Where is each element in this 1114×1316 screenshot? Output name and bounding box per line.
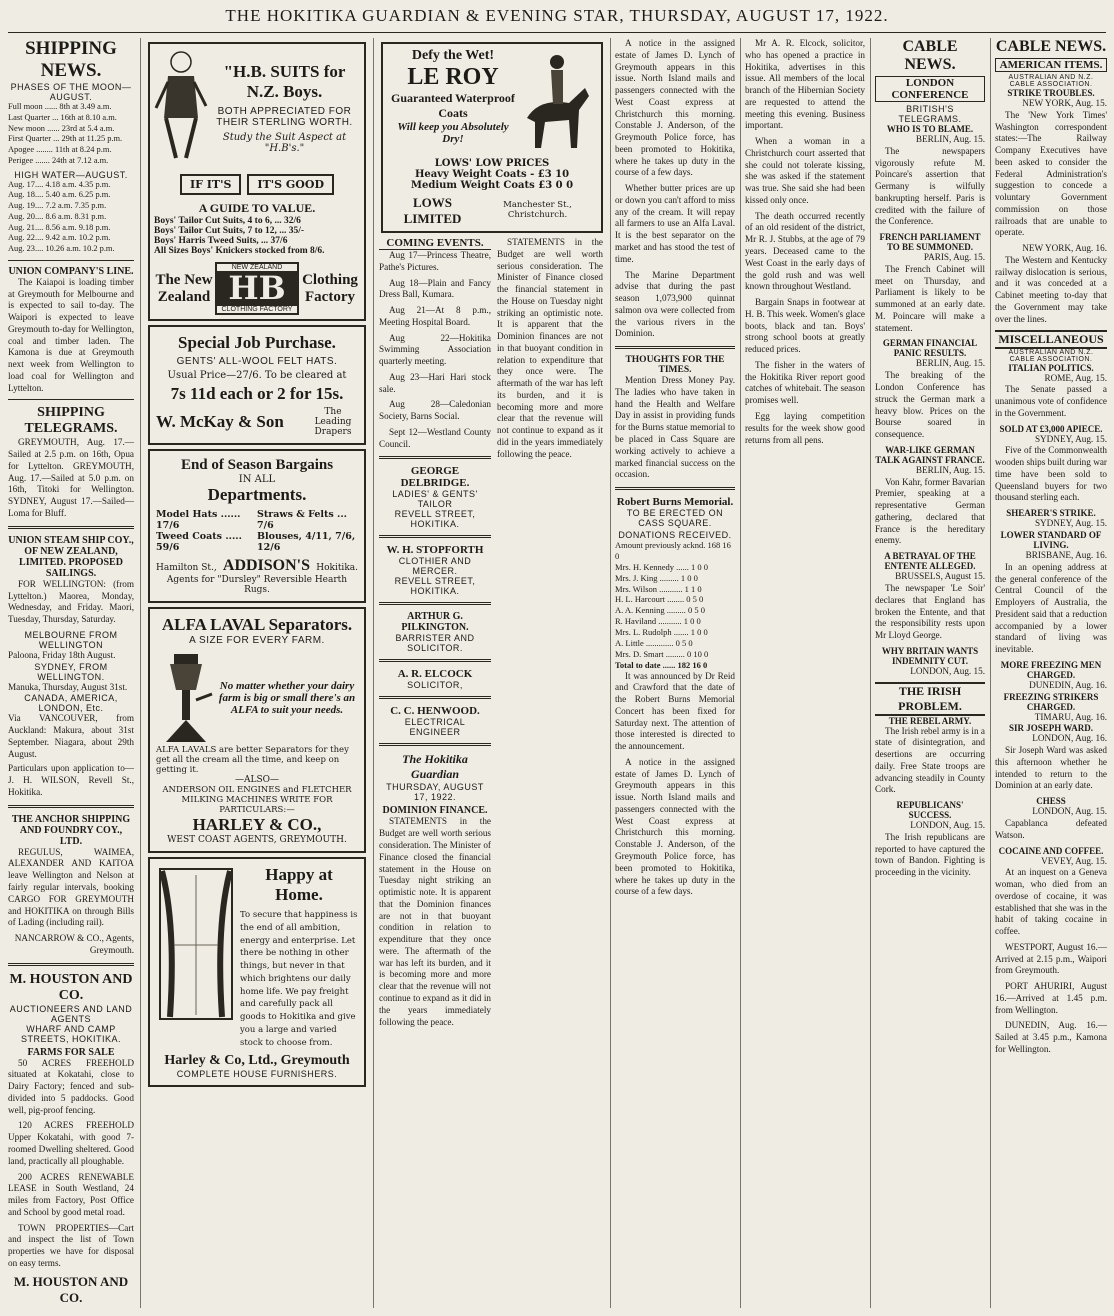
laval-copy: No matter whether your dairy farm is big or small there's an ALFA to suit your needs.: [218, 679, 356, 716]
laval-text: ALFA LAVALS are better Separators for they get all the cream all the time, and keep on getting it.: [156, 745, 349, 776]
special-heading: Special Job Purchase.: [178, 333, 336, 353]
addison-tag: Agents for "Dursley" Reversible Hearth Rugs.: [166, 575, 348, 596]
divider: [379, 743, 491, 746]
american-sub: AUSTRALIAN AND N.Z. CABLE ASSOCIATION.: [1008, 74, 1094, 88]
living-text: In an opening address at the general conference of the Central Council of the Employers of Australia, the President said that a reduction accompanied by a lower standard of living was inevitable.: [995, 561, 1107, 655]
masthead-rule: [8, 32, 1106, 33]
water-row: Aug. 23.... 10.26 a.m. 10.2 p.m.: [8, 244, 115, 253]
cocaine-text: At an inquest on a Geneva woman, who died from an overdose of cocaine, it was established that she was in the habit of taking cocaine in coffee.: [995, 867, 1107, 937]
republicans-date: LONDON, Aug. 15.: [910, 820, 985, 831]
column-ads-left: [146, 38, 368, 1308]
italy-heading: ITALIAN POLITICS.: [1008, 362, 1094, 373]
eos-item: Model Hats ...... 17/6: [156, 509, 241, 532]
column-rule: [740, 38, 741, 1308]
water-row: Aug. 18.... 5.40 a.m. 6.25 p.m.: [8, 190, 111, 200]
harley-name: HARLEY & CO.,: [192, 815, 322, 835]
paper-date: THURSDAY, AUGUST 17, 1922.: [386, 782, 484, 803]
melbourne-heading: MELBOURNE FROM WELLINGTON: [24, 629, 118, 650]
divider: [8, 526, 134, 529]
coming-item: Aug 18—Plain and Fancy Dress Ball, Kumara.: [379, 277, 491, 300]
special-price: Usual Price—27/6. To be cleared at: [167, 370, 347, 382]
separator-machine-icon: [156, 650, 216, 745]
farm-listing: 200 ACRES RENEWABLE LEASE in South Westland, 24 miles from Factory, Post Office and School by good metal road.: [8, 1171, 134, 1217]
delbridge-street: REVELL STREET, HOKITIKA.: [394, 509, 476, 530]
houston-heading: M. HOUSTON AND CO.: [9, 971, 133, 1003]
column-ads-right: [379, 38, 605, 1308]
eos-item: Straws & Felts ... 7/6: [257, 509, 347, 532]
lows-address: Manchester St., Christchurch.: [503, 200, 572, 220]
blame-date: BERLIN, Aug. 15.: [915, 134, 985, 144]
telegrams-heading: SHIPPING TELEGRAMS.: [24, 405, 118, 437]
water-row: Aug. 17.... 4.18 a.m. 4.35 p.m.: [8, 179, 111, 189]
houston-sub: AUCTIONEERS AND LAND AGENTS: [9, 1003, 133, 1024]
strikers-heading: FREEZING STRIKERS CHARGED.: [1003, 691, 1099, 712]
le-roy-ad: [381, 42, 603, 233]
moon-row: Apogee ........ 11th at 8.24 p.m.: [8, 145, 112, 154]
french-heading: FRENCH PARLIAMENT TO BE SUMMONED.: [879, 232, 981, 253]
burns-sub: TO BE ERECTED ON CASS SQUARE.: [626, 508, 724, 529]
home-text: To secure that happiness is the end of all ambition, energy and enterprise. Let there be nothing in other things, but never in that which brightens our daily home life. We pay freight and carefully pack all goods to Hokitika and give you a large and varied stock to choose from.: [240, 910, 358, 1048]
coming-heading: COMING EVENTS.: [379, 237, 491, 250]
betray-text: The newspaper 'Le Soir' declares that England has broken the Entente, and that the responsibility rests upon Mr Lloyd George.: [875, 582, 985, 641]
happy-at-home-ad: [148, 857, 366, 1087]
union-heading: UNION COMPANY'S LINE.: [8, 265, 134, 277]
moon-row: Full moon ...... 8th at 3.49 a.m.: [8, 102, 112, 111]
moon-row: First Quarter ... 29th at 11.25 p.m.: [8, 134, 123, 144]
water-list: [8, 180, 134, 255]
cable-title: CABLE NEWS.: [995, 38, 1107, 55]
hb-title: "H.B. SUITS for N.Z. Boys.: [223, 62, 346, 101]
blame-text: The newspapers vigorously refute M. Poincare's assertion that Germany is wilfully bankrupting herself. Paris is credited with the failure of the Conference.: [875, 145, 985, 227]
london-sub: BRITISH'S TELEGRAMS.: [898, 104, 962, 124]
farms-heading: FARMS FOR SALE: [27, 1046, 115, 1058]
pilkington-name: ARTHUR G. PILKINGTON.: [401, 611, 469, 634]
panic-heading: GERMAN FINANCIAL PANIC RESULTS.: [882, 338, 978, 359]
union-text: The Kaiapoi is loading timber at Greymouth for Melbourne and is expected to sail to-day. The Waipori is expected to leave Greymouth to-day for Wellington, coal and timber laden. The Kamona is due at Greymouth next week from Wellington to load coal for Wellington and Lyttelton.: [8, 276, 134, 393]
leroy-tag: Will keep you Absolutely Dry!: [397, 121, 509, 145]
westport-text: WESTPORT, August 16.—Arrived at 2.15 p.m., Waipori from Greymouth.: [995, 941, 1107, 976]
home-heading: Happy at Home.: [265, 865, 333, 905]
laval-sub: A SIZE FOR EVERY FARM.: [189, 635, 325, 647]
frozen-heading: MORE FREEZING MEN CHARGED.: [1000, 659, 1102, 680]
coming-item: Aug 17—Princess Theatre, Pathe's Pictures.: [379, 250, 491, 272]
special-sub: GENTS' ALL-WOOL FELT HATS.: [176, 356, 338, 368]
donation-list: Amount previously acknd. 168 16 0 Mrs. H. Kennedy ...... 1 0 0 Mrs. J. King ......... 1 0 0 Mrs. Wilson ........... 1 1 0 H. L. Harcourt ........ 0 5 0 A. A. Kenning ......... 0 5 0 R. Haviland ........... 1 0 0 Mrs. L. Rudolph ....... 1 0 0 A. Little ............. 0 5 0 Mrs. D. Smart ......... 0 10 0 Total to date ...... 182 16 0: [615, 540, 731, 670]
news-text: Mr A. R. Elcock, solicitor, who has opened a practice in Hokitika, advertises in this issue. All members of the local branch of the Hibernian Society are requested to attend the meeting this evening. Business important. When a woman in a Christchurch court asserted that she could not tolerate kissing, she was asked if the statement was true. She said she had been kissed only once. The death occurred recently of an old resident of the district, Mr R. J. Stubbs, at the age of 79 years. Deceased came to the West Coast in the early days of the gold rush and was well known throughout Westland. Bargain Snaps in footwear at H. B. This week. Women's glace boots, black and tan. Boys' strong school boots at greatly reduced prices. The fisher in the waters of the Hokitika River report good catches of whitebait. The season promises well. Egg laying competition results for the week show good returns from all pens.: [745, 38, 865, 445]
anchor-text: REGULUS, WAIMEA, ALEXANDER AND KAITOA leave Wellington and Nelson at fairly regular intervals, booking CARGO FOR GREYMOUTH and HOKITIKA on through Bills of Lading (including rail).: [8, 846, 134, 928]
houston-sub2: WHARF AND CAMP STREETS, HOKITIKA.: [20, 1023, 121, 1044]
moon-row: New moon ...... 23rd at 5.4 a.m.: [8, 123, 115, 133]
coming-item: Aug 28—Caledonian Society, Barns Social.: [379, 399, 491, 422]
guide-heading: A GUIDE TO VALUE.: [198, 201, 316, 215]
ny-date: NEW YORK, Aug. 16.: [1022, 243, 1107, 254]
hb-sign-right: IT'S GOOD: [247, 174, 334, 195]
port-ahuriri-text: PORT AHURIRI, August 16.—Arrived at 1.45 p.m. from Wellington.: [995, 981, 1107, 1015]
sir-heading: SIR JOSEPH WARD.: [1008, 723, 1094, 734]
delbridge-sub: LADIES' & GENTS' TAILOR: [392, 489, 478, 510]
telegrams-text: GREYMOUTH, Aug. 17.—Sailed at 2.5 p.m. on 16th, Opua for Lyttelton. GREYMOUTH, Aug. 17.—Sailed at 5.0 p.m. on 16th, Titoki for Wellington. SYDNEY, August 17.—Sailed—Loma for Bluff.: [8, 437, 134, 518]
republicans-text: The Irish republicans are reported to have captured the town of Bandon. Fighting is proceeding in the vicinity.: [875, 831, 985, 878]
boy-illustration-icon: [154, 48, 209, 168]
divider: [379, 456, 491, 459]
hb-left-tag: The New Zealand: [155, 271, 213, 305]
leroy-price: LOWS' LOW PRICES: [434, 158, 550, 169]
divider: [379, 659, 491, 662]
column-cable-1: [875, 38, 985, 1308]
irish-sub: THE REBEL ARMY.: [888, 715, 972, 726]
henwood-name: C. C. HENWOOD.: [390, 705, 480, 718]
column-rule: [610, 38, 611, 1308]
anchor-agent: NANCARROW & CO., Agents, Greymouth.: [14, 933, 134, 955]
stopforth-sub: CLOTHIER AND MERCER.: [398, 556, 472, 577]
paper-nameplate: The Hokitika Guardian: [402, 752, 468, 782]
water-row: Aug. 19.... 7.2 a.m. 7.35 p.m.: [8, 201, 107, 210]
water-heading: HIGH WATER—AUGUST.: [14, 169, 128, 180]
shearers-heading: SHEARER'S STRIKE.: [1006, 508, 1096, 519]
tirade-heading: WAR-LIKE GERMAN TALK AGAINST FRANCE.: [875, 444, 985, 465]
water-row: Aug. 21.... 8.56 a.m. 9.18 p.m.: [8, 222, 111, 232]
leroy-brand: LE ROY: [407, 64, 499, 90]
eos-dept: Departments.: [207, 485, 307, 505]
moon-row: Last Quarter ... 16th at 8.10 a.m.: [8, 112, 117, 122]
divider: [615, 487, 735, 490]
harley-sub: WEST COAST AGENTS, GREYMOUTH.: [167, 835, 347, 846]
hb-sign-left: IF IT'S: [180, 174, 241, 195]
dunedin-text: DUNEDIN, Aug. 16.—Sailed at 3.45 p.m., Kamona for Wellington.: [995, 1020, 1107, 1054]
chess-text: Capablanca defeated Watson.: [995, 817, 1107, 840]
living-date: BRISBANE, Aug. 16.: [1025, 549, 1107, 560]
sydney-text: Manuka, Thursday, August 31st.: [8, 681, 128, 692]
divider: [8, 260, 134, 261]
harley2-sub: COMPLETE HOUSE FURNISHERS.: [176, 1069, 338, 1080]
price-row: All Sizes Boys' Knickers stocked from 8/6.: [154, 246, 325, 256]
elcock-sub: SOLICITOR,: [407, 680, 463, 691]
cable-title: CABLE NEWS.: [902, 38, 958, 73]
stopforth-street: REVELL STREET, HOKITIKA.: [394, 576, 476, 597]
eos-heading: End of Season Bargains: [180, 457, 334, 474]
column-cable-2: [995, 38, 1107, 1308]
lows-name: LOWS LIMITED: [403, 195, 462, 226]
coming-item: Sept 12—Westland County Council.: [379, 426, 491, 449]
tirade-text: Von Kahr, former Bavarian Premier, speaking at a representative German gathering, declared that France is the hereditary enemy.: [875, 476, 985, 546]
price-row: Boys' Tailor Cut Suits, 7 to 12, ... 35/-: [154, 226, 305, 236]
divider: [379, 696, 491, 699]
cocaine-heading: COCAINE AND COFFEE.: [998, 845, 1104, 856]
canada-heading: CANADA, AMERICA, LONDON, Etc.: [24, 693, 118, 714]
blame-heading: WHO IS TO BLAME.: [886, 124, 974, 134]
price-row: Boys' Tailor Cut Suits, 4 to 6, ... 32/6: [154, 216, 301, 226]
leroy-sub: Guaranteed Waterproof Coats: [391, 91, 515, 120]
column-rule: [870, 38, 871, 1308]
eos-sub: IN ALL: [238, 474, 276, 486]
coming-list: [379, 250, 491, 450]
tirade-date: BERLIN, Aug. 15.: [915, 464, 985, 475]
london-heading: LONDON CONFERENCE: [875, 76, 985, 102]
horse-rider-icon: [519, 48, 597, 158]
melbourne-text: Paloona, Friday 18th August.: [8, 649, 116, 660]
irish-text: The Irish rebel army is in a state of disintegration, and desertions are occurring daily. Free State troops are advancing steadily in County Cork.: [875, 725, 985, 795]
harley2-name: Harley & Co, Ltd., Greymouth: [164, 1053, 350, 1069]
strikers-date: TIMARU, Aug. 16.: [1034, 711, 1107, 722]
strike-date: NEW YORK, Aug. 15.: [1022, 98, 1107, 108]
column-news-1: [615, 38, 735, 1308]
moon-row: Perigee ....... 24th at 7.12 a.m.: [8, 155, 109, 165]
cocaine-date: VEVEY, Aug. 15.: [1041, 855, 1107, 866]
panic-date: BERLIN, Aug. 15.: [915, 358, 985, 369]
column-news-2: [745, 38, 865, 1308]
leroy-heading: Defy the Wet!: [411, 48, 495, 63]
american-heading: AMERICAN ITEMS.: [995, 58, 1107, 72]
addison-right: Hokitika.: [316, 563, 358, 574]
column-shipping: [8, 38, 134, 1308]
divider: [8, 963, 134, 966]
living-heading: LOWER STANDARD OF LIVING.: [1000, 529, 1102, 550]
hb-right-tag: Clothing Factory: [302, 271, 358, 305]
masthead: THE HOKITIKA GUARDIAN & EVENING STAR, THURSDAY, AUGUST 17, 1922.: [225, 6, 889, 25]
hb-suits-ad: [148, 42, 366, 321]
burns-heading: Robert Burns Memorial.: [616, 496, 734, 509]
divider: [379, 535, 491, 538]
french-date: PARIS, Aug. 15.: [923, 252, 985, 263]
editorial-column: STATEMENTS in the Budget are well worth serious consideration. The Minister of Finance closed the financial statement in the House on Tuesday night striking an optimistic note. It is apparent that the Dominion finances are not in that buoyant condition in relation to expenditure that they once were. The aftermath of the war has left its burden, and it is becoming more and more clear that the revenue will not continue to expand as it did in the years immediately following the peace.: [497, 237, 603, 459]
italy-text: The Senate passed a unanimous vote of confidence in the Government.: [995, 384, 1107, 418]
farm-listing: 120 ACRES FREEHOLD Upper Kokatahi, with good 7-roomed Dwelling sheltered. Good land, practically all ploughable.: [8, 1120, 134, 1166]
sold-date: SYDNEY, Aug. 15.: [1034, 433, 1107, 444]
betray-date: BRUSSELS, August 15.: [895, 571, 985, 582]
canada-text: Via VANCOUVER, from Auckland: Makura, about 31st September. Niagara, about 29th August.: [8, 713, 134, 759]
hb-badge: NEW ZEALAND HB CLOTHING FACTORY: [215, 262, 299, 315]
moon-list: [8, 102, 134, 167]
special-purchase-ad: [148, 325, 366, 445]
uss-heading: UNION STEAM SHIP COY., OF NEW ZEALAND, LIMITED. PROPOSED SAILINGS.: [8, 534, 134, 579]
sir-date: LONDON, Aug. 16.: [1032, 733, 1107, 744]
leroy-price: Medium Weight Coats £3 0 0: [410, 180, 574, 191]
addison-name: ADDISON'S: [222, 557, 311, 575]
houston-footer: M. HOUSTON AND CO.: [13, 1273, 129, 1305]
addison-left: Hamilton St.,: [156, 563, 217, 574]
stopforth-name: W. H. STOPFORTH: [386, 544, 484, 557]
sold-text: Five of the Commonwealth wooden ships built during war time have been sold to Queensland buyers for two thousand sterling each.: [995, 445, 1107, 503]
eos-item: Blouses, 4/11, 7/6, 12/6: [257, 531, 356, 554]
water-row: Aug. 20.... 8.6 a.m. 8.31 p.m.: [8, 211, 107, 221]
henwood-sub: ELECTRICAL ENGINEER: [404, 717, 466, 738]
coming-item: Aug 21—At 8 p.m., Meeting Hospital Board.: [379, 305, 491, 327]
misc-heading: MISCELLANEOUS: [995, 330, 1107, 349]
column-rule: [373, 38, 374, 1308]
chess-heading: CHESS: [1036, 796, 1066, 807]
strike-heading: STRIKE TROUBLES.: [1007, 88, 1095, 98]
mckay-name: W. McKay & Son: [156, 412, 284, 432]
sold-heading: SOLD AT £3,000 APIECE.: [999, 423, 1103, 434]
column-rule: [140, 38, 141, 1308]
divider: [8, 399, 134, 400]
laval-also: —ALSO—: [234, 775, 280, 786]
chess-date: LONDON, Aug. 15.: [1032, 806, 1107, 817]
pilkington-sub: BARRISTER AND SOLICITOR.: [395, 633, 475, 654]
indemnity-heading: WHY BRITAIN WANTS INDEMNITY CUT.: [881, 645, 979, 666]
window-curtain-icon: [156, 865, 236, 1025]
divider: [615, 346, 735, 349]
divider: [379, 602, 491, 605]
eos-item: Tweed Coats ..... 59/6: [156, 531, 242, 554]
strike-text: The 'New York Times' Washington correspondent states:—The Railway Company Executives have been asked to consider the Federal Administration's suggestion to concede a voluntary Government commission on those railroads that are unable to operate.: [995, 109, 1107, 238]
mckay-tag: The Leading Drapers: [314, 407, 352, 438]
coming-item: Aug 23—Hari Hari stock sale.: [379, 371, 491, 394]
french-text: The French Cabinet will meet on Thursday, and Parliament is likely to be summoned at an early date. M. Poincare will make a statement.: [875, 263, 985, 333]
news-text: It was announced by Dr Reid and Crawford that the date of the Robert Burns Memorial Concert has been fixed for Saturday next. The attention of those interested is directed to the announcement. A notice in the assigned estate of James D. Lynch of Greymouth appears in this issue. North Island mails and passengers connected with the West Coast express at Christchurch this morning. Constable J. Anderson, of the Greymouth Police force, has been promoted to Hokitika, where he takes up duty in the course of a few days.: [615, 670, 735, 897]
ny-text: The Western and Kentucky railway dislocation is serious, and it was conceded at a Cabinet meeting to-day that the Government may take over the lines.: [995, 254, 1107, 324]
laval-engines: ANDERSON OIL ENGINES and FLETCHER MILKING MACHINES WRITE FOR PARTICULARS:—: [162, 785, 352, 816]
betray-heading: A BETRAYAL OF THE ENTENTE ALLEGED.: [884, 551, 976, 572]
town-listing: TOWN PROPERTIES—Cart and inspect the list of Town properties we have for disposal on easy terms.: [8, 1222, 134, 1268]
delbridge-name: GEORGE DELBRIDGE.: [400, 465, 470, 490]
elcock-name: A. R. ELCOCK: [397, 668, 473, 681]
thoughts-heading: THOUGHTS FOR THE TIMES.: [625, 355, 725, 376]
uss-text: FOR WELLINGTON: (from Lyttelton.) Maorea, Monday, Wednesday, and Friday. Maori, Tuesday, Thursday, Saturday.: [8, 578, 134, 625]
divider: [8, 805, 134, 808]
sydney-heading: SYDNEY, FROM WELLINGTON.: [34, 661, 108, 682]
burns-donations: DONATIONS RECEIVED.: [618, 530, 732, 541]
irish-heading: THE IRISH PROBLEM.: [875, 682, 985, 716]
water-row: Aug. 22.... 9.42 a.m. 10.2 p.m.: [8, 233, 111, 243]
farm-listing: 50 ACRES FREEHOLD situated at Kokatahi, close to Dairy Factory; fenced and sub-divided into 5 paddocks. Good well, pig-proof fencing.: [8, 1057, 134, 1115]
shearers-date: SYDNEY, Aug. 15.: [1034, 518, 1107, 529]
alfa-laval-ad: [148, 607, 366, 853]
special-deal: 7s 11d each or 2 for 15s.: [170, 384, 344, 404]
indemnity-date: LONDON, Aug. 15.: [910, 665, 985, 676]
editorial-text: STATEMENTS in the Budget are well worth serious consideration. The Minister of Finance closed the financial statement in the House on Tuesday night striking an optimistic note. It is apparent that the Dominion finances are not in that buoyant condition in relation to expenditure that they once were. The aftermath of the war has left its burden, and it is becoming more and more clear that the revenue will not continue to expand as it did in the years immediately following the peace.: [379, 816, 491, 1027]
hb-study: Study the Suit Aspect at "H.B's.": [222, 132, 347, 154]
editorial-heading: DOMINION FINANCE.: [382, 805, 488, 817]
news-text: A notice in the assigned estate of James D. Lynch of Greymouth appears in this issue. North Island mails and passengers connected with the West Coast express at Christchurch this morning. Constable J. Anderson, of the Greymouth Police force, has been promoted to Hokitika, where he takes up duty in the course of a few days. Whether butter prices are up or down you can't afford to miss any of the cream. It will repay all farmers to use an Alfa Laval. It is the best separator on the market and has stood the test of time. The Marine Department advise that during the past season 1,073,900 quinnat salmon ova were collected from the various rivers in the Dominion.: [615, 38, 735, 339]
end-of-season-ad: [148, 449, 366, 603]
republicans-heading: REPUBLICANS' SUCCESS.: [896, 800, 964, 821]
sir-text: Sir Joseph Ward was asked this afternoon whether he intended to return to the Dominion at an early date.: [995, 745, 1107, 791]
hb-sub: BOTH APPRECIATED FOR THEIR STERLING WORTH.: [216, 106, 353, 128]
panic-text: The breaking of the London Conference has struck the German mark a heavy blow. Prices on the Bourse soared in consequence.: [875, 370, 985, 440]
column-rule: [990, 38, 991, 1308]
misc-sub: AUSTRALIAN AND N.Z. CABLE ASSOCIATION.: [1008, 348, 1094, 363]
agent-text: Particulars upon application to— J. H. WILSON, Revell St., Hokitika.: [8, 763, 134, 797]
frozen-date: DUNEDIN, Aug. 16.: [1029, 679, 1107, 690]
section-title: SHIPPING NEWS.: [25, 38, 117, 81]
leroy-price: Heavy Weight Coats - £3 10: [414, 169, 570, 180]
price-row: Boys' Harris Tweed Suits, ... 37/6: [154, 236, 288, 246]
coming-item: Aug 22—Hokitika Swimming Association quarterly meeting.: [379, 332, 491, 367]
laval-heading: ALFA LAVAL Separators.: [161, 615, 353, 635]
moon-heading: PHASES OF THE MOON—AUGUST.: [10, 82, 132, 102]
anchor-heading: THE ANCHOR SHIPPING AND FOUNDRY COY., LTD.: [11, 813, 131, 847]
italy-date: ROME, Aug. 15.: [1044, 372, 1107, 383]
thoughts-text: Mention Dress Money Pay. The ladies who have taken in hand the Health and Welfare Day in assist in providing funds for the Burns statue memorial to be placed in Cass Square are working actively to achieve a marked financial success on the occasion.: [615, 375, 735, 480]
